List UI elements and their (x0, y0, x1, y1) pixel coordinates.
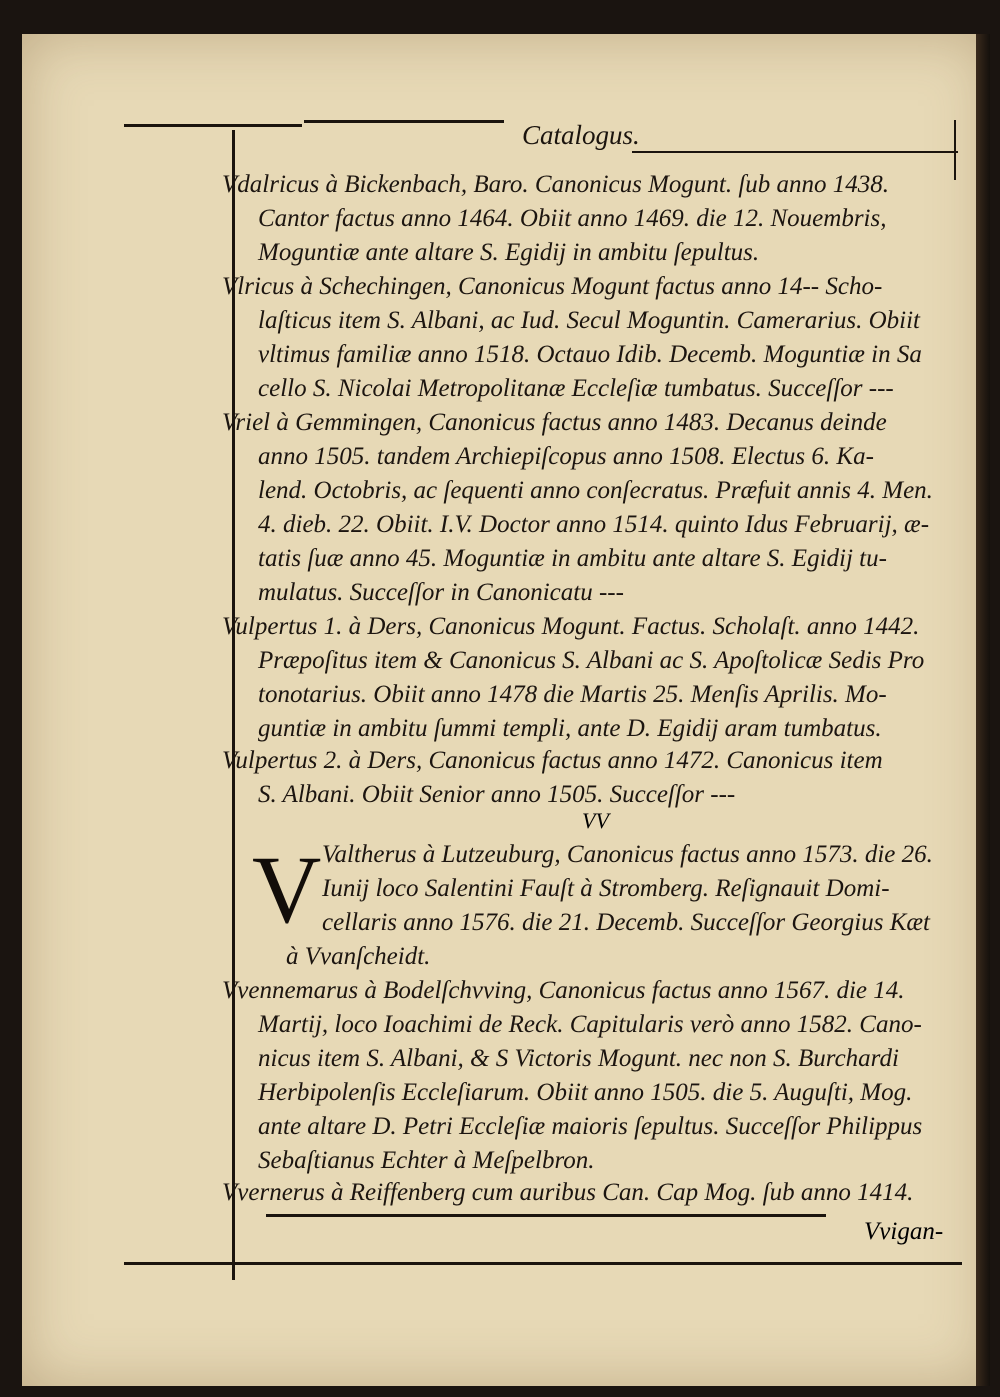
entry-line: Moguntiæ ante altare S. Egidij in ambitu ſepultus. (258, 239, 760, 266)
section-heading: VV (582, 808, 609, 833)
entry-line: laſticus item S. Albani, ac Iud. Secul Moguntin. Camerarius. Obiit (258, 307, 920, 334)
drop-capital: V (252, 836, 322, 943)
entry-line: cello S. Nicolai Metropolitanæ Eccleſiæ tumbatus. Succeſſor --- (258, 375, 894, 402)
entry-bickenbach (222, 168, 957, 270)
running-header: Catalogus. (522, 120, 640, 150)
entry-line: Vvernerus à Reiffenberg cum auribus Can. Cap Mog. ſub anno 1414. (222, 1179, 914, 1206)
entry-line: à Vvanſcheidt. (286, 943, 431, 970)
entry-lutzeuburg-tail (286, 940, 1000, 974)
entry-line: Vvennemarus à Bodelſchvving, Canonicus factus anno 1567. die 14. (222, 977, 905, 1004)
entry-line: Vdalricus à Bickenbach, Baro. Canonicus Mogunt. ſub anno 1438. (222, 171, 890, 198)
entry-schechingen (222, 270, 957, 406)
entry-line: tonotarius. Obiit anno 1478 die Martis 25. Menſis Aprilis. Mo- (258, 681, 887, 708)
entry-line: Martij, loco Ioachimi de Reck. Capitularis verò anno 1582. Cano- (258, 1011, 922, 1038)
entry-reiffenberg (222, 1176, 957, 1210)
entry-line: Præpoſitus item & Canonicus S. Albani ac S. Apoſtolicæ Sedis Pro (258, 647, 925, 674)
header-rule-right (632, 151, 958, 153)
footer-rule-short (266, 1214, 826, 1217)
entry-line: Vriel à Gemmingen, Canonicus factus anno 1483. Decanus deinde (222, 409, 887, 436)
entry-line: ante altare D. Petri Eccleſiæ maioris ſepultus. Succeſſor Philippus (258, 1113, 923, 1140)
entry-line: Herbipolenſis Eccleſiarum. Obiit anno 1505. die 5. Auguſti, Mog. (258, 1079, 913, 1106)
entry-bodelschvving (222, 974, 957, 1178)
header-rule-mid (304, 120, 504, 123)
entry-line: Sebaſtianus Echter à Meſpelbron. (258, 1147, 595, 1174)
entry-line: Vulpertus 2. à Ders, Canonicus factus anno 1472. Canonicus item (222, 747, 883, 774)
entry-lutzeuburg (322, 838, 952, 940)
catchword: Vvigan- (864, 1218, 944, 1245)
entry-line: nicus item S. Albani, & S Victoris Mogunt. nec non S. Burchardi (258, 1045, 899, 1072)
entry-line: anno 1505. tandem Archiepiſcopus anno 1508. Electus 6. Ka- (258, 443, 874, 470)
entry-line: Iunij loco Salentini Fauſt à Stromberg. Reſignauit Domi- (322, 875, 890, 902)
entry-line: vltimus familiæ anno 1518. Octauo Idib. Decemb. Moguntiæ in Sa (258, 341, 922, 368)
entry-line: tatis ſuæ anno 45. Moguntiæ in ambitu ante altare S. Egidij tu- (258, 545, 887, 572)
entry-line: 4. dieb. 22. Obiit. I.V. Doctor anno 1514. quinto Idus Februarij, æ- (258, 511, 930, 538)
entry-ders-2 (222, 744, 957, 812)
entry-line: S. Albani. Obiit Senior anno 1505. Succeſſor --- (258, 781, 736, 808)
entry-line: lend. Octobris, ac ſequenti anno conſecratus. Præfuit annis 4. Men. (258, 477, 933, 504)
entry-line: Vulpertus 1. à Ders, Canonicus Mogunt. Factus. Scholaſt. anno 1442. (222, 613, 920, 640)
header-rule-left (124, 124, 302, 127)
entry-line: guntiæ in ambitu ſummi templi, ante D. Egidij aram tumbatus. (258, 715, 882, 742)
entry-line: mulatus. Succeſſor in Canonicatu --- (258, 579, 624, 606)
footer-rule-bottom (124, 1262, 962, 1265)
entry-line: Vlricus à Schechingen, Canonicus Mogunt factus anno 14-- Scho- (222, 273, 883, 300)
entry-line: Cantor factus anno 1464. Obiit anno 1469. die 12. Nouembris, (258, 205, 887, 232)
binding-shadow (976, 34, 990, 1386)
entry-ders-1 (222, 610, 957, 746)
entry-gemmingen (222, 406, 957, 610)
entry-line: Valtherus à Lutzeuburg, Canonicus factus anno 1573. die 26. (322, 841, 933, 868)
entry-line: cellaris anno 1576. die 21. Decemb. Succeſſor Georgius Kæt (322, 909, 931, 936)
